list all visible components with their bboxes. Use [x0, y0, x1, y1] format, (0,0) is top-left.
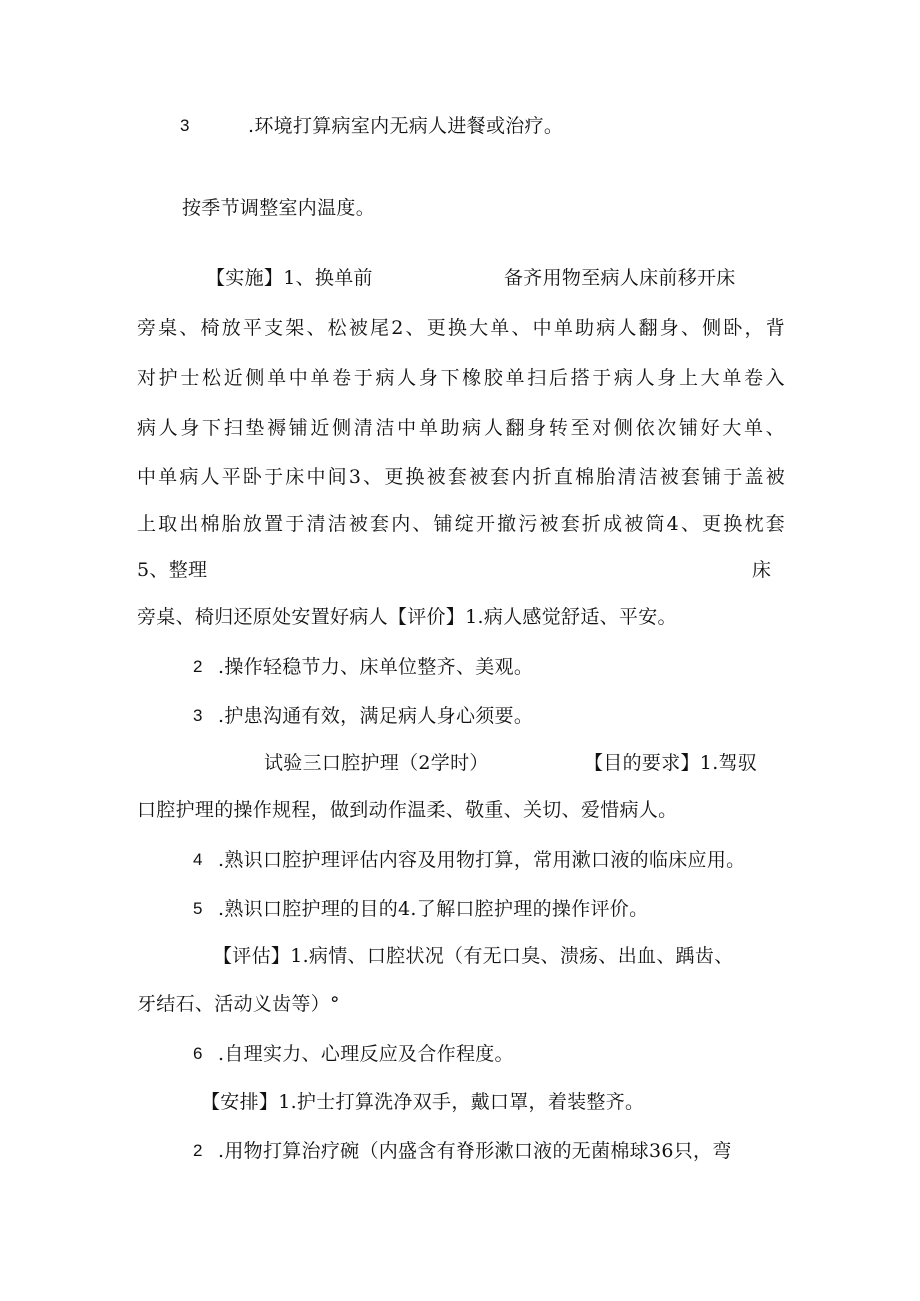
- text-line: 对护士松近侧单中单卷于病人身下橡胶单扫后搭于病人身上大单卷入: [137, 367, 785, 389]
- text-line: 5、整理: [137, 559, 208, 581]
- section-heading-assessment: 【评估】1.病情、口腔状况（有无口臭、溃疡、出血、踽齿、: [213, 945, 734, 967]
- text-line: 病人身下扫垫褥铺近侧清洁中单助病人翻身转至对侧依次铺好大单、: [137, 417, 785, 439]
- text-line: .熟识口腔护理的目的4.了解口腔护理的操作评价。: [218, 898, 649, 920]
- list-number: 2: [193, 657, 203, 676]
- text-line: .用物打算治疗碗（内盛含有脊形漱口液的无菌棉球36只，弯: [218, 1140, 732, 1162]
- text-line: 上取出棉胎放置于清洁被套内、铺绽开撤污被套折成被筒4、更换枕套: [137, 513, 785, 535]
- text-line: 口腔护理的操作规程，做到动作温柔、敬重、关切、爱惜病人。: [137, 799, 678, 821]
- list-number: 5: [193, 899, 203, 918]
- list-number: 3: [180, 116, 190, 135]
- text-line: 牙结石、活动义齿等）°: [137, 993, 340, 1015]
- list-number: 2: [193, 1141, 203, 1160]
- list-number: 6: [193, 1044, 203, 1063]
- text-line: .操作轻稳节力、床单位整齐、美观。: [218, 656, 534, 678]
- text-line: .护患沟通有效，满足病人身心须要。: [218, 705, 534, 727]
- text-line: 中单病人平卧于床中间3、更换被套被套内折直棉胎清洁被套铺于盖被: [137, 466, 785, 488]
- text-line: .自理实力、心理反应及合作程度。: [218, 1043, 514, 1065]
- experiment-title: 试验三口腔护理（2学时）: [264, 752, 489, 774]
- list-number: 3: [193, 706, 203, 725]
- text-line: .熟识口腔护理评估内容及用物打算，常用漱口液的临床应用。: [218, 849, 746, 871]
- list-number: 4: [193, 850, 203, 869]
- text-line: 旁桌、椅放平支架、松被尾2、更换大单、中单助病人翻身、侧卧，背: [137, 317, 785, 339]
- text-line: 床: [752, 559, 772, 581]
- section-heading-preparation: 【安排】1.护士打算洗净双手，戴口罩，着装整齐。: [201, 1091, 645, 1113]
- section-heading-objectives: 【目的要求】1.驾驭: [584, 752, 758, 774]
- text-line: 备齐用物至病人床前移开床: [504, 267, 736, 289]
- text-line: .环境打算病室内无病人进餐或治疗。: [248, 115, 564, 137]
- section-heading-evaluation: 旁桌、椅归还原处安置好病人【评价】1.病人感觉舒适、平安。: [137, 606, 677, 628]
- text-line: 按季节调整室内温度。: [182, 197, 376, 219]
- section-heading-implementation: 【实施】1、换单前: [206, 267, 373, 289]
